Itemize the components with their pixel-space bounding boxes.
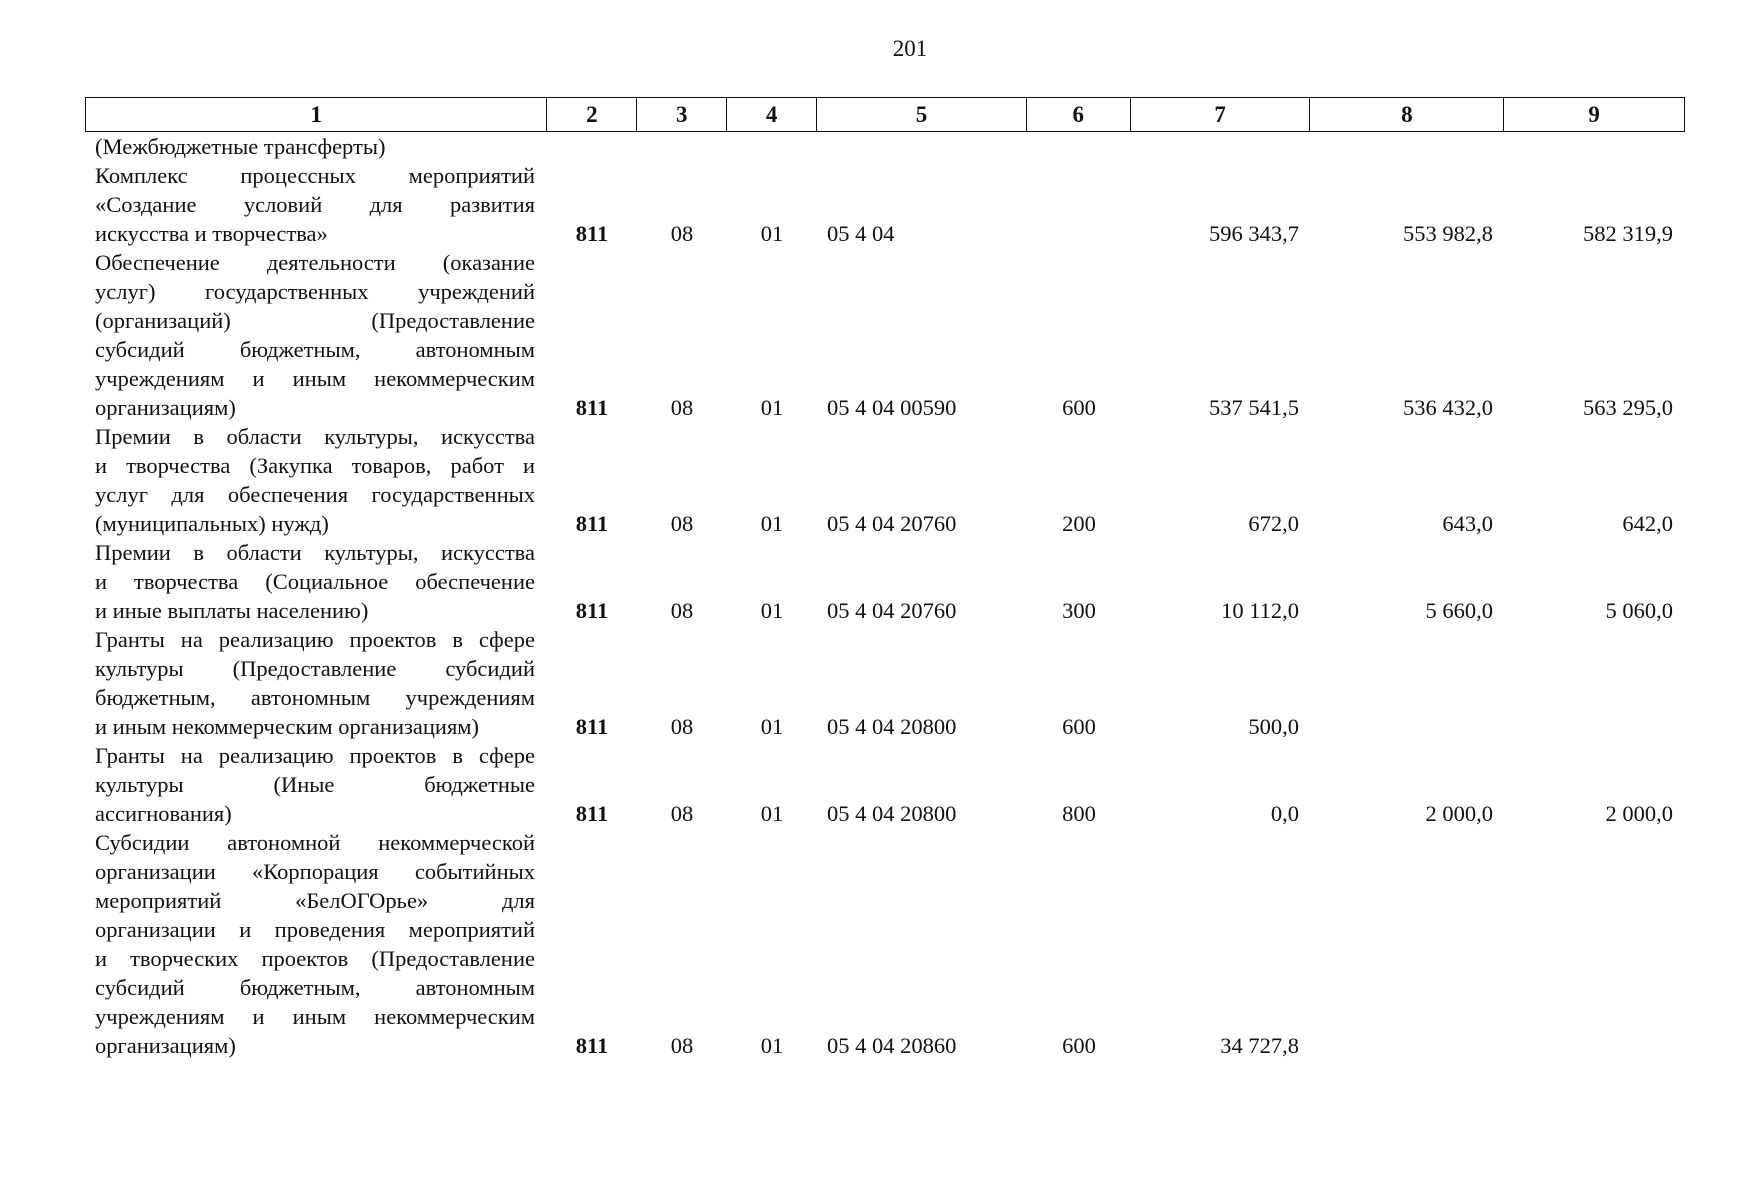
cell-description	[85, 828, 547, 1060]
cell-expense-type: 600	[1062, 1033, 1096, 1058]
cell-amount-col9: 563 295,0	[1583, 395, 1673, 420]
header-col-1: 1	[86, 98, 547, 131]
description-line: организации «Корпорация событийных	[95, 859, 535, 884]
cell-expense-type: 600	[1062, 395, 1096, 420]
cell-description	[85, 132, 547, 161]
cell-amount-col8: 2 000,0	[1425, 801, 1493, 826]
table-row	[85, 248, 1685, 422]
cell-section: 08	[670, 395, 694, 420]
cell-subsection: 01	[760, 395, 784, 420]
description-line: услуг) государственных учреждений	[95, 279, 535, 304]
table-header-row	[85, 97, 1685, 132]
description-line: Обеспечение деятельности (оказание	[95, 250, 535, 275]
header-col-2: 2	[547, 98, 637, 131]
cell-description	[85, 625, 547, 741]
cell-amount-col7: 672,0	[1248, 511, 1299, 536]
description-line: учреждениям и иным некоммерческим	[95, 1004, 535, 1029]
table-row	[85, 422, 1685, 538]
cell-subsection: 01	[760, 511, 784, 536]
cell-subsection: 01	[760, 714, 784, 739]
cell-description	[85, 538, 547, 625]
header-col-3: 3	[637, 98, 727, 131]
cell-target-article: 05 4 04	[827, 221, 895, 246]
cell-expense-type: 800	[1062, 801, 1096, 826]
cell-subsection: 01	[760, 801, 784, 826]
cell-amount-col8: 5 660,0	[1425, 598, 1493, 623]
description-line: мероприятий «БелОГОрье» для	[95, 888, 535, 913]
description-line: ассигнования)	[95, 801, 232, 826]
cell-section: 08	[670, 598, 694, 623]
cell-expense-type: 600	[1062, 714, 1096, 739]
cell-target-article: 05 4 04 20800	[827, 801, 957, 826]
description-line: организации и проведения мероприятий	[95, 917, 535, 942]
header-col-7: 7	[1131, 98, 1311, 131]
description-line: Комплекс процессных мероприятий	[95, 163, 535, 188]
description-line: Гранты на реализацию проектов в сфере	[95, 627, 535, 652]
table-body	[85, 132, 1685, 1060]
cell-section: 08	[670, 1033, 694, 1058]
cell-target-article: 05 4 04 20800	[827, 714, 957, 739]
cell-amount-col9: 2 000,0	[1605, 801, 1673, 826]
cell-amount-col8: 553 982,8	[1403, 221, 1493, 246]
description-line: организациям)	[95, 1033, 236, 1058]
cell-kvsr: 811	[575, 598, 609, 623]
header-col-8: 8	[1310, 98, 1504, 131]
cell-amount-col8: 536 432,0	[1403, 395, 1493, 420]
description-line: культуры (Предоставление субсидий	[95, 656, 535, 681]
cell-expense-type: 300	[1062, 598, 1096, 623]
table-row	[85, 741, 1685, 828]
cell-subsection: 01	[760, 1033, 784, 1058]
description-line: искусства и творчества»	[95, 221, 328, 246]
cell-description	[85, 741, 547, 828]
description-line: субсидий бюджетным, автономным	[95, 975, 535, 1000]
header-col-4: 4	[727, 98, 817, 131]
description-line: Премии в области культуры, искусства	[95, 540, 535, 565]
header-col-9: 9	[1588, 101, 1600, 127]
cell-subsection: 01	[760, 221, 784, 246]
description-line: (Межбюджетные трансферты)	[95, 134, 386, 159]
page-number: 201	[892, 36, 928, 61]
cell-amount-col8: 643,0	[1442, 511, 1493, 536]
cell-kvsr: 811	[575, 395, 609, 420]
description-line: Премии в области культуры, искусства	[95, 424, 535, 449]
description-line: организациям)	[95, 395, 236, 420]
cell-amount-col7: 0,0	[1270, 801, 1299, 826]
cell-description	[85, 422, 547, 538]
description-line: (организаций) (Предоставление	[95, 308, 535, 333]
cell-kvsr: 811	[575, 1033, 609, 1058]
cell-section: 08	[670, 714, 694, 739]
description-line: субсидий бюджетным, автономным	[95, 337, 535, 362]
cell-kvsr: 811	[575, 511, 609, 536]
description-line: и иным некоммерческим организациям)	[95, 714, 480, 739]
table-row	[85, 625, 1685, 741]
cell-amount-col7: 596 343,7	[1209, 221, 1299, 246]
cell-target-article: 05 4 04 20760	[827, 511, 957, 536]
table-row	[85, 828, 1685, 1060]
cell-amount-col9: 642,0	[1622, 511, 1673, 536]
cell-amount-col7: 537 541,5	[1209, 395, 1299, 420]
cell-amount-col7: 10 112,0	[1221, 598, 1299, 623]
description-line: и иные выплаты населению)	[95, 598, 369, 623]
cell-target-article: 05 4 04 20860	[827, 1033, 957, 1058]
table-row	[85, 132, 1685, 161]
cell-amount-col9: 582 319,9	[1583, 221, 1673, 246]
table-row	[85, 538, 1685, 625]
cell-section: 08	[670, 511, 694, 536]
description-line: учреждениям и иным некоммерческим	[95, 366, 535, 391]
table-row	[85, 161, 1685, 248]
cell-amount-col7: 34 727,8	[1220, 1033, 1299, 1058]
description-line: услуг для обеспечения государственных	[95, 482, 535, 507]
cell-section: 08	[670, 221, 694, 246]
header-col-6: 6	[1027, 98, 1131, 131]
cell-section: 08	[670, 801, 694, 826]
description-line: Субсидии автономной некоммерческой	[95, 830, 535, 855]
cell-amount-col9: 5 060,0	[1605, 598, 1673, 623]
cell-description	[85, 161, 547, 248]
description-line: и творчества (Закупка товаров, работ и	[95, 453, 535, 478]
cell-target-article: 05 4 04 20760	[827, 598, 957, 623]
cell-kvsr: 811	[575, 714, 609, 739]
cell-target-article: 05 4 04 00590	[827, 395, 957, 420]
description-line: культуры (Иные бюджетные	[95, 772, 535, 797]
cell-kvsr: 811	[575, 801, 609, 826]
cell-subsection: 01	[760, 598, 784, 623]
description-line: бюджетным, автономным учреждениям	[95, 685, 535, 710]
description-line: Гранты на реализацию проектов в сфере	[95, 743, 535, 768]
description-line: и творческих проектов (Предоставление	[95, 946, 535, 971]
cell-amount-col7: 500,0	[1248, 714, 1299, 739]
description-line: (муниципальных) нужд)	[95, 511, 329, 536]
cell-description	[85, 248, 547, 422]
cell-expense-type: 200	[1062, 511, 1096, 536]
budget-table	[85, 97, 1685, 1060]
description-line: и творчества (Социальное обеспечение	[95, 569, 535, 594]
description-line: «Создание условий для развития	[95, 192, 535, 217]
header-col-5: 5	[817, 98, 1027, 131]
cell-kvsr: 811	[575, 221, 609, 246]
